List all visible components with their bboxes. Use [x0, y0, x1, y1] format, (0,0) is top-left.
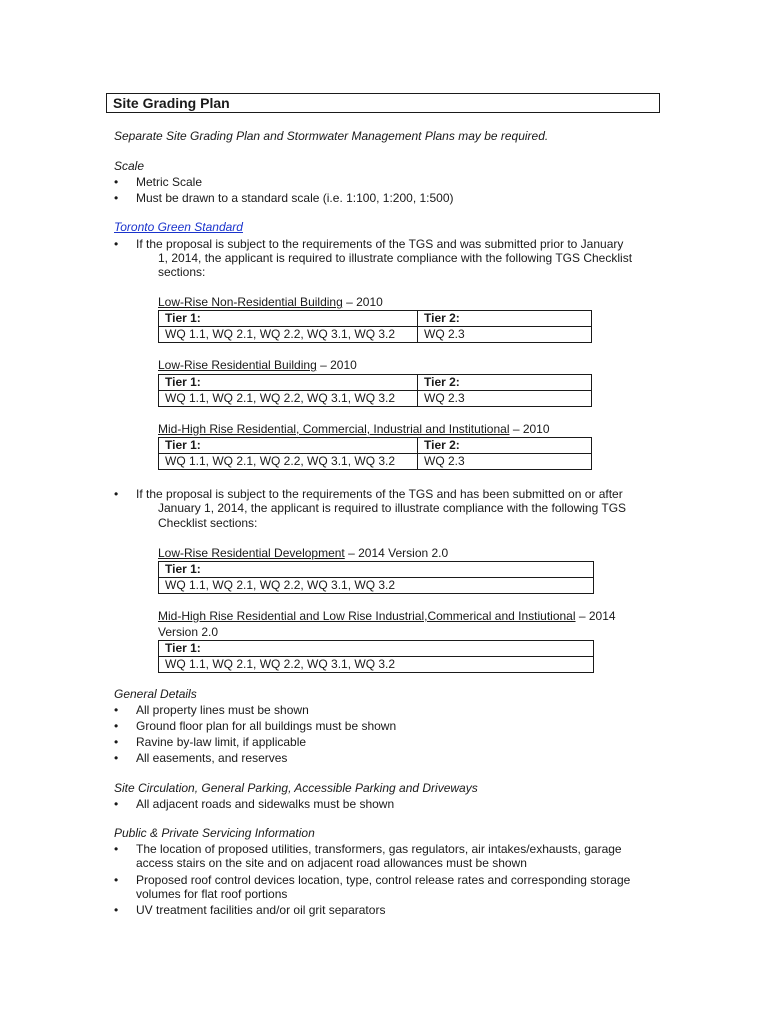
servicing-item: The location of proposed utilities, transformers, gas regulators, air intakes/exhausts, garage [136, 842, 622, 856]
general-details-item: Ground floor plan for all buildings must be shown [136, 719, 397, 733]
tgs-checklist-table [158, 437, 592, 470]
bullet-icon: • [114, 873, 119, 887]
table-caption-year: – 2010 [316, 358, 357, 372]
bullet-icon: • [114, 703, 119, 717]
table-caption-underlined: Low-Rise Residential Building [158, 358, 317, 372]
table-row [159, 311, 592, 327]
tier2-value: WQ 2.3 [418, 391, 592, 407]
tgs-paragraph-2-line: January 1, 2014, the applicant is required to illustrate compliance with the following TGS [158, 501, 627, 515]
table-caption [158, 609, 616, 624]
tier2-value: WQ 2.3 [418, 327, 592, 343]
table-row [159, 375, 592, 391]
bullet-icon: • [114, 237, 119, 251]
tier1-header: Tier 1: [159, 562, 594, 578]
section-title-box [106, 93, 660, 113]
tier1-header: Tier 1: [159, 438, 418, 454]
servicing-item-continued: access stairs on the site and on adjacent road allowances must be shown [136, 856, 527, 870]
circulation-heading: Site Circulation, General Parking, Accessible Parking and Driveways [114, 781, 478, 795]
tier1-header: Tier 1: [159, 375, 418, 391]
tgs-paragraph-1-line: 1, 2014, the applicant is required to illustrate compliance with the following TGS Checklist [158, 251, 633, 265]
servicing-item: UV treatment facilities and/or oil grit separators [136, 903, 386, 917]
table-caption [158, 358, 357, 373]
tgs-checklist-table [158, 561, 594, 594]
bullet-icon: • [114, 751, 119, 765]
intro-note: Separate Site Grading Plan and Stormwater Management Plans may be required. [114, 129, 549, 143]
servicing-item-continued: volumes for flat roof portions [136, 887, 288, 901]
bullet-icon: • [114, 487, 119, 501]
tgs-paragraph-1-line: sections: [158, 265, 206, 279]
tier2-header: Tier 2: [418, 438, 592, 454]
tgs-paragraph-2-line: If the proposal is subject to the requirements of the TGS and has been submitted on or after [136, 487, 623, 501]
tgs-checklist-table [158, 640, 594, 673]
tgs-checklist-table [158, 374, 592, 407]
tgs-paragraph-1-line: If the proposal is subject to the requirements of the TGS and was submitted prior to January [136, 237, 624, 251]
table-caption-year: – 2010 [342, 295, 383, 309]
tier2-value: WQ 2.3 [418, 454, 592, 470]
table-row [159, 562, 594, 578]
table-caption [158, 295, 383, 310]
bullet-icon: • [114, 719, 119, 733]
general-details-heading: General Details [114, 687, 197, 701]
bullet-icon: • [114, 175, 119, 189]
tier1-value: WQ 1.1, WQ 2.1, WQ 2.2, WQ 3.1, WQ 3.2 [159, 578, 594, 594]
table-row [159, 641, 594, 657]
table-caption-underlined: Mid-High Rise Residential, Commercial, Industrial and Institutional [158, 422, 510, 436]
table-caption-underlined: Low-Rise Residential Development [158, 546, 345, 560]
tier1-header: Tier 1: [159, 311, 418, 327]
table-row [159, 454, 592, 470]
table-caption-year: – 2014 Version 2.0 [344, 546, 449, 560]
servicing-item: Proposed roof control devices location, type, control release rates and corresponding storage [136, 873, 631, 887]
general-details-item: All easements, and reserves [136, 751, 288, 765]
table-caption [158, 422, 550, 437]
tier1-header: Tier 1: [159, 641, 594, 657]
scale-heading: Scale [114, 159, 145, 173]
tier2-header: Tier 2: [418, 311, 592, 327]
servicing-heading: Public & Private Servicing Information [114, 826, 315, 840]
bullet-icon: • [114, 842, 119, 856]
table-row [159, 578, 594, 594]
bullet-icon: • [114, 903, 119, 917]
scale-item: Must be drawn to a standard scale (i.e. 1:100, 1:200, 1:500) [136, 191, 454, 205]
tier1-value: WQ 1.1, WQ 2.1, WQ 2.2, WQ 3.1, WQ 3.2 [159, 327, 418, 343]
table-row [159, 657, 594, 673]
table-caption-year: – 2010 [509, 422, 550, 436]
table-caption-underlined: Low-Rise Non-Residential Building [158, 295, 343, 309]
table-caption-underlined: Mid-High Rise Residential and Low Rise Industrial,Commerical and Instiutional [158, 609, 576, 623]
bullet-icon: • [114, 191, 119, 205]
circulation-item: All adjacent roads and sidewalks must be shown [136, 797, 395, 811]
table-row [159, 327, 592, 343]
bullet-icon: • [114, 735, 119, 749]
tgs-checklist-table [158, 310, 592, 343]
tier1-value: WQ 1.1, WQ 2.1, WQ 2.2, WQ 3.1, WQ 3.2 [159, 391, 418, 407]
table-caption [158, 546, 448, 561]
table-row [159, 391, 592, 407]
tier2-header: Tier 2: [418, 375, 592, 391]
table-row [159, 438, 592, 454]
page-title: Site Grading Plan [113, 95, 230, 111]
general-details-item: All property lines must be shown [136, 703, 309, 717]
scale-item: Metric Scale [136, 175, 203, 189]
tier1-value: WQ 1.1, WQ 2.1, WQ 2.2, WQ 3.1, WQ 3.2 [159, 454, 418, 470]
general-details-item: Ravine by-law limit, if applicable [136, 735, 307, 749]
tgs-paragraph-2-line: Checklist sections: [158, 516, 258, 530]
table-caption-year: – 2014 [575, 609, 616, 623]
tier1-value: WQ 1.1, WQ 2.1, WQ 2.2, WQ 3.1, WQ 3.2 [159, 657, 594, 673]
toronto-green-standard-link[interactable]: Toronto Green Standard [114, 220, 243, 234]
table-caption-line2: Version 2.0 [158, 625, 219, 639]
bullet-icon: • [114, 797, 119, 811]
